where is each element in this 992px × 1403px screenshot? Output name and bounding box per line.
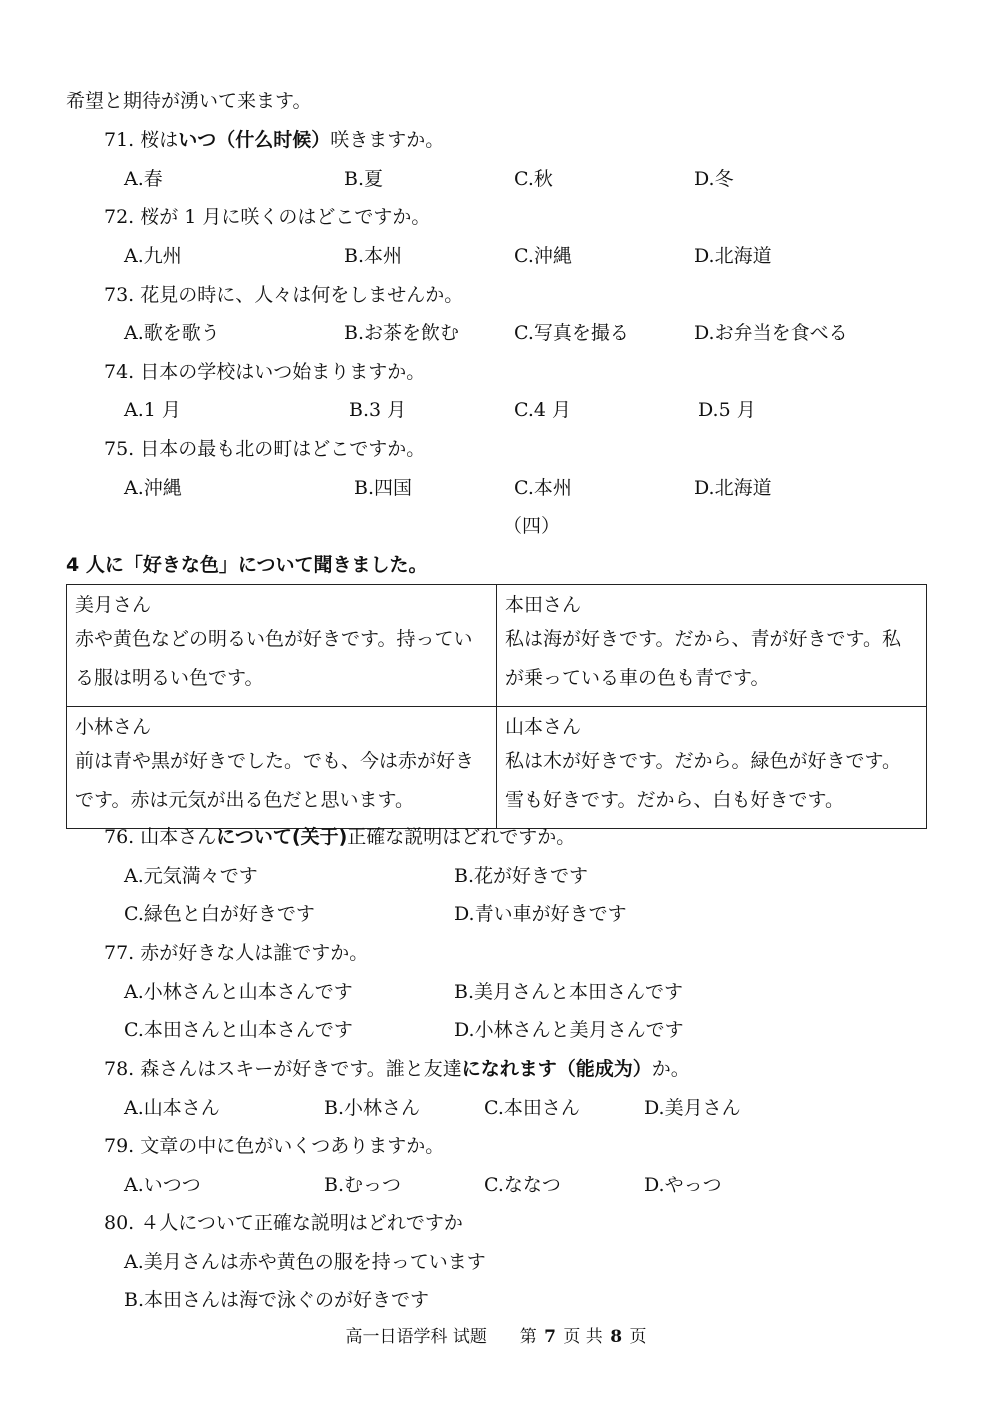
question-text: 日本の学校はいつ始まりますか。 [140, 361, 426, 383]
option-d[interactable]: D.青い車が好きです [454, 903, 627, 925]
option-d[interactable]: D.北海道 [694, 477, 772, 499]
person-name: 山本さん [505, 716, 582, 738]
option-c[interactable]: C.本州 [514, 477, 572, 499]
option-a[interactable]: A.元気満々です [124, 865, 258, 887]
question-number: 71. [104, 129, 135, 151]
question-text: か。 [651, 1058, 690, 1080]
question-71 [104, 128, 444, 152]
table-row [67, 707, 927, 829]
option-b[interactable]: B.本田さんは海で泳ぐのが好きです [124, 1289, 430, 1311]
question-emphasis: になれます（能成为） [461, 1058, 652, 1080]
option-c[interactable]: C.ななつ [484, 1174, 561, 1196]
question-78 [104, 1057, 690, 1081]
person-statement: 前は青や黒が好きでした。でも、今は赤が好きです。赤は元気が出る色だと思います。 [75, 750, 475, 811]
question-text: 花見の時に、人々は何をしませんか。 [140, 284, 464, 306]
section-title: 4 人に「好きな色」について聞きました。 [66, 554, 428, 576]
person-name: 本田さん [505, 594, 582, 616]
person-statement: 私は木が好きです。だから。緑色が好きです。雪も好きです。だから、白も好きです。 [505, 750, 901, 811]
option-c[interactable]: C.本田さんと山本さんです [124, 1019, 353, 1041]
option-d[interactable]: D.お弁当を食べる [694, 322, 848, 344]
question-text: 咲きますか。 [330, 129, 445, 151]
option-a[interactable]: A.春 [124, 168, 163, 190]
question-number: 77. [104, 942, 135, 964]
question-text: ４人について正確な説明はどれですか [140, 1212, 463, 1234]
option-d[interactable]: D.やっつ [644, 1174, 722, 1196]
person-name: 美月さん [75, 594, 152, 616]
question-number: 76. [104, 826, 135, 848]
question-number: 72. [104, 206, 135, 228]
table-row [67, 585, 927, 707]
option-a[interactable]: A.山本さん [124, 1097, 220, 1119]
question-number: 80. [104, 1212, 135, 1234]
option-a[interactable]: A.歌を歌う [124, 322, 220, 344]
question-74 [104, 360, 425, 384]
option-d[interactable]: D.北海道 [694, 245, 772, 267]
option-b[interactable]: B.美月さんと本田さんです [454, 981, 684, 1003]
option-a[interactable]: A.九州 [124, 245, 182, 267]
option-c[interactable]: C.緑色と白が好きです [124, 903, 315, 925]
question-text: 桜が 1 月に咲くのはどこですか。 [140, 206, 431, 228]
option-b[interactable]: B.花が好きです [454, 865, 589, 887]
option-c[interactable]: C.秋 [514, 168, 553, 190]
question-text: 山本さん [140, 826, 217, 848]
option-b[interactable]: B.むっつ [324, 1174, 402, 1196]
table-cell [497, 585, 927, 707]
option-c[interactable]: C.4 月 [514, 399, 572, 421]
question-number: 79. [104, 1135, 135, 1157]
question-72 [104, 205, 430, 229]
color-preferences-table [66, 584, 927, 829]
passage-tail: 希望と期待が湧いて来ます。 [66, 90, 312, 112]
question-number: 74. [104, 361, 135, 383]
option-c[interactable]: C.写真を撮る [514, 322, 629, 344]
question-number: 78. [104, 1058, 135, 1080]
table-cell [67, 585, 497, 707]
option-c[interactable]: C.本田さん [484, 1097, 580, 1119]
footer-page-number: 7 [544, 1327, 556, 1347]
question-76 [104, 825, 575, 849]
option-b[interactable]: B.本州 [344, 245, 403, 267]
question-text: 文章の中に色がいくつありますか。 [140, 1135, 445, 1157]
footer-subject: 高一日语学科 试题 [345, 1327, 487, 1347]
option-b[interactable]: B.お茶を飲む [344, 322, 460, 344]
question-number: 73. [104, 284, 135, 306]
table-cell [497, 707, 927, 829]
option-a[interactable]: A.いつつ [124, 1174, 201, 1196]
footer-page-prefix: 第 [519, 1327, 537, 1347]
footer-page-mid: 页 共 [563, 1327, 603, 1347]
section-label: （四） [503, 515, 561, 537]
question-text: 日本の最も北の町はどこですか。 [140, 438, 426, 460]
question-text: 赤が好きな人は誰ですか。 [140, 942, 369, 964]
question-number: 75. [104, 438, 135, 460]
option-b[interactable]: B.夏 [344, 168, 384, 190]
option-a[interactable]: A.沖縄 [124, 477, 182, 499]
question-77 [104, 941, 368, 965]
question-emphasis: について(关于) [216, 826, 348, 848]
option-b[interactable]: B.3 月 [349, 399, 407, 421]
person-statement: 赤や黄色などの明るい色が好きです。持っている服は明るい色です。 [75, 628, 473, 689]
option-b[interactable]: B.小林さん [324, 1097, 421, 1119]
question-emphasis: いつ（什么时候） [178, 129, 331, 151]
question-73 [104, 283, 463, 307]
option-d[interactable]: D.冬 [694, 168, 734, 190]
question-75 [104, 437, 425, 461]
option-d[interactable]: D.美月さん [644, 1097, 741, 1119]
option-a[interactable]: A.美月さんは赤や黄色の服を持っています [124, 1251, 486, 1273]
person-name: 小林さん [75, 716, 152, 738]
footer-page-suffix: 页 [629, 1327, 647, 1347]
person-statement: 私は海が好きです。だから、青が好きです。私が乗っている車の色も青です。 [505, 628, 901, 689]
question-text: 桜は [140, 129, 179, 151]
option-a[interactable]: A.小林さんと山本さんです [124, 981, 353, 1003]
page-footer [0, 1326, 992, 1348]
question-79 [104, 1134, 444, 1158]
table-cell [67, 707, 497, 829]
option-d[interactable]: D.小林さんと美月さんです [454, 1019, 684, 1041]
option-b[interactable]: B.四国 [354, 477, 413, 499]
question-text: 正確な説明はどれですか。 [347, 826, 576, 848]
question-text: 森さんはスキーが好きです。誰と友達 [140, 1058, 462, 1080]
option-a[interactable]: A.1 月 [124, 399, 181, 421]
option-c[interactable]: C.沖縄 [514, 245, 572, 267]
question-80 [104, 1211, 463, 1235]
footer-page-total: 8 [610, 1327, 623, 1347]
option-d[interactable]: D.5 月 [698, 399, 756, 421]
